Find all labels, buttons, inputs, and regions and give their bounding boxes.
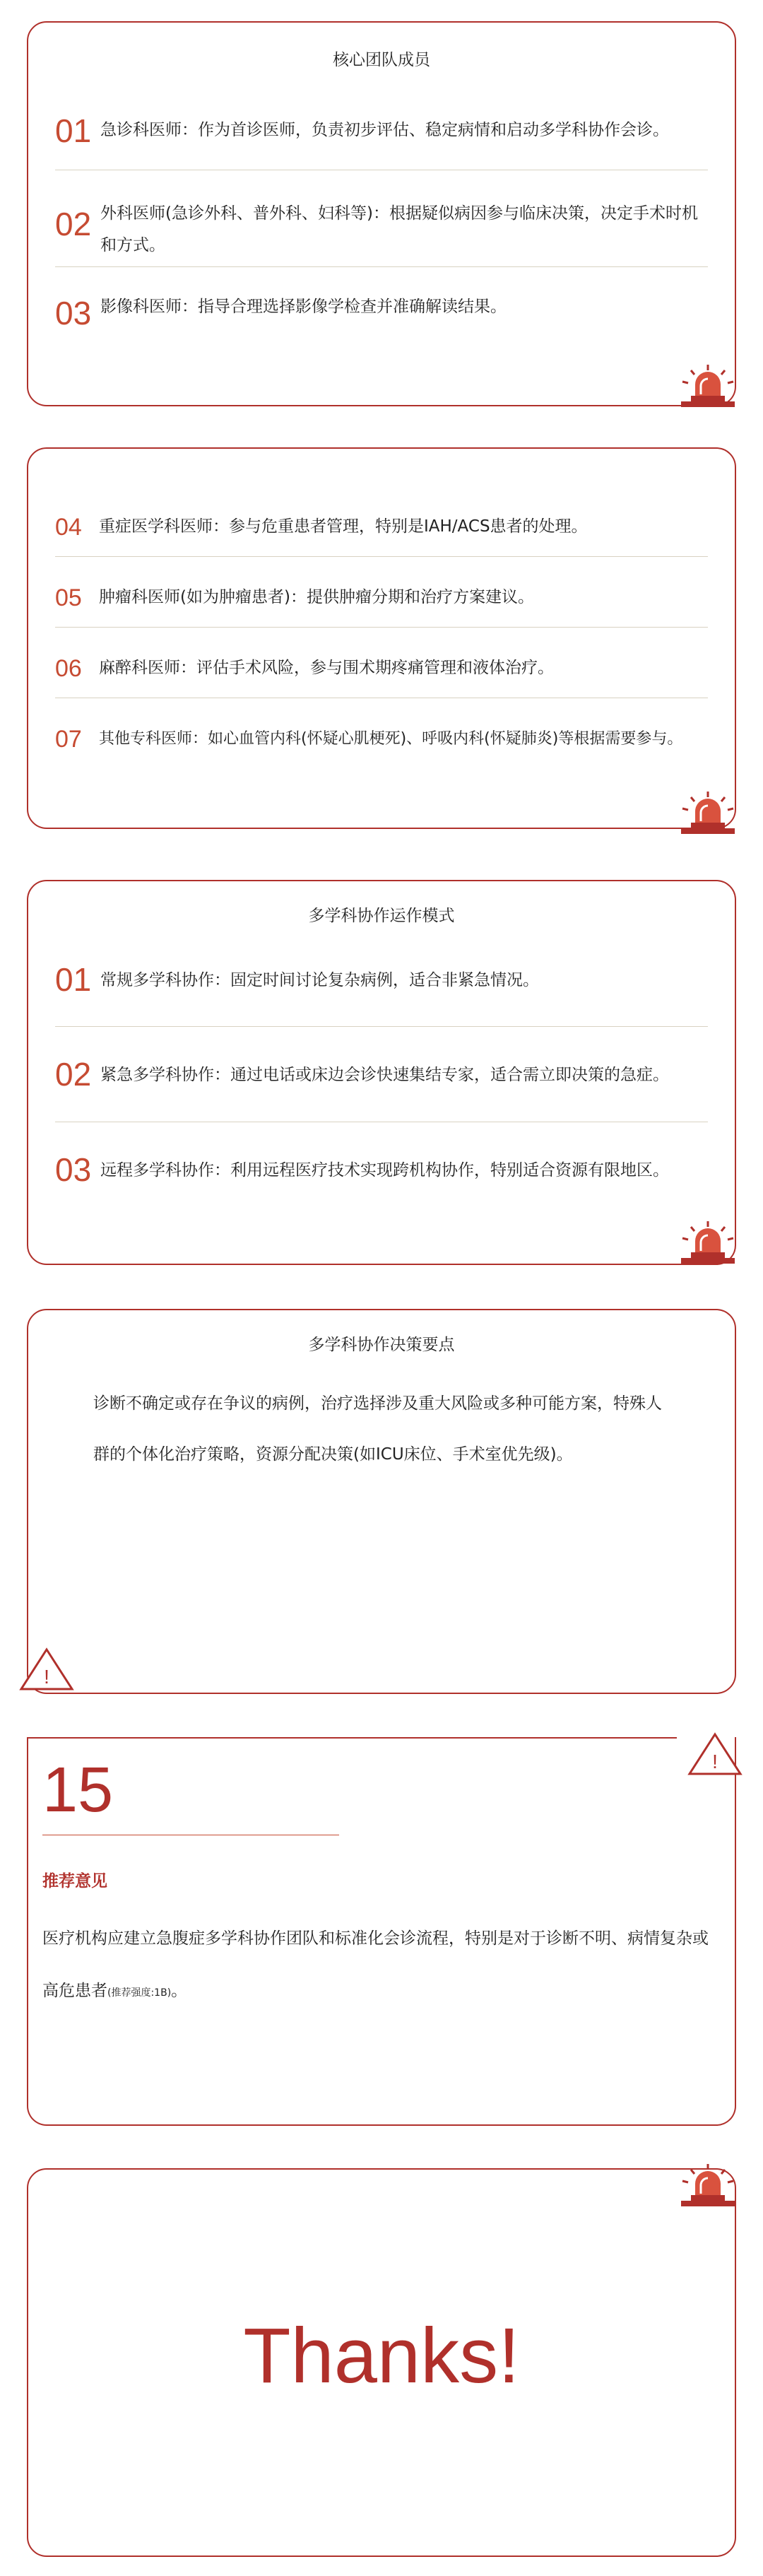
item-text: 紧急多学科协作：通过电话或床边会诊快速集结专家，适合需立即决策的急症。: [100, 1066, 669, 1084]
siren-icon: [680, 790, 736, 835]
card-title: 多学科协作运作模式: [308, 907, 455, 925]
item-text: 远程多学科协作：利用远程医疗技术实现跨机构协作，特别适合资源有限地区。: [100, 1161, 669, 1180]
list-item: [55, 114, 709, 178]
svg-text:!: !: [44, 1666, 49, 1688]
item-number: 02: [55, 206, 92, 242]
core-team-card: [27, 21, 736, 406]
list-item: [55, 511, 709, 543]
item-text: 其他专科医师：如心血管内科(怀疑心肌梗死)、呼吸内科(怀疑肺炎)等根据需要参与。: [99, 730, 683, 748]
card-title: 核心团队成员: [333, 51, 430, 69]
item-text: 外科医师(急诊外科、普外科、妇科等)：根据疑似病因参与临床决策，决定手术时机和方式。: [100, 204, 698, 254]
item-text: 重症医学科医师：参与危重患者管理，特别是IAH/ACS患者的处理。: [99, 517, 588, 536]
item-text: 影像科医师：指导合理选择影像学检查并准确解读结果。: [100, 298, 507, 316]
item-number: 01: [55, 112, 92, 149]
recommendation-card: [27, 1737, 736, 2126]
divider: [55, 1026, 708, 1027]
list-item: [55, 652, 709, 685]
list-item: [55, 723, 709, 755]
list-item: [55, 963, 709, 999]
item-number: 01: [55, 961, 92, 998]
warning-icon: [687, 1731, 743, 1777]
item-text: 常规多学科协作：固定时间讨论复杂病例，适合非紧急情况。: [100, 971, 539, 989]
card-top-border: [27, 1737, 677, 1739]
recommendation-number: 15: [42, 1755, 114, 1825]
item-number: 06: [55, 655, 82, 682]
list-item: [55, 1153, 709, 1189]
item-text: 麻醉科医师：评估手术风险，参与围术期疼痛管理和液体治疗。: [99, 659, 554, 677]
siren-icon: [680, 363, 736, 408]
decision-text: 诊断不确定或存在争议的病例，治疗选择涉及重大风险或多种可能方案，特殊人群的个体化治疗策略，资源分配决策(如ICU床位、手术室优先级)。: [93, 1394, 662, 1464]
card-title: 多学科协作决策要点: [308, 1336, 455, 1354]
decision-points-card: [27, 1309, 736, 1694]
list-item: [55, 1058, 709, 1093]
item-number: 03: [55, 1151, 92, 1188]
siren-icon: [680, 1220, 736, 1265]
divider: [55, 266, 708, 267]
siren-icon: [680, 2163, 736, 2208]
recommendation-grade: (推荐强度:1B): [107, 1987, 172, 1999]
thanks-text: Thanks!: [243, 2312, 520, 2399]
recommendation-label: 推荐意见: [42, 1872, 107, 1890]
list-item: [55, 291, 709, 334]
mdt-mode-card: [27, 880, 736, 1265]
recommendation-end: 。: [171, 1982, 188, 2000]
item-text: 急诊科医师：作为首诊医师，负责初步评估、稳定病情和启动多学科协作会诊。: [100, 121, 669, 139]
list-item: [55, 198, 709, 276]
item-number: 05: [55, 584, 82, 611]
warning-icon: [18, 1647, 75, 1692]
thanks-card: [27, 2168, 736, 2557]
recommendation-body: 医疗机构应建立急腹症多学科协作团队和标准化会诊流程，特别是对于诊断不明、病情复杂或高危患者: [42, 1929, 709, 2000]
specialists-card: [27, 447, 736, 829]
item-number: 04: [55, 514, 82, 541]
item-number: 07: [55, 726, 82, 753]
item-text: 肿瘤科医师(如为肿瘤患者)：提供肿瘤分期和治疗方案建议。: [99, 588, 534, 606]
divider: [55, 627, 708, 628]
item-number: 02: [55, 1056, 92, 1093]
divider: [55, 556, 708, 557]
list-item: [55, 582, 709, 614]
svg-text:!: !: [712, 1751, 718, 1772]
recommendation-text: [42, 1912, 714, 2019]
item-number: 03: [55, 295, 92, 331]
